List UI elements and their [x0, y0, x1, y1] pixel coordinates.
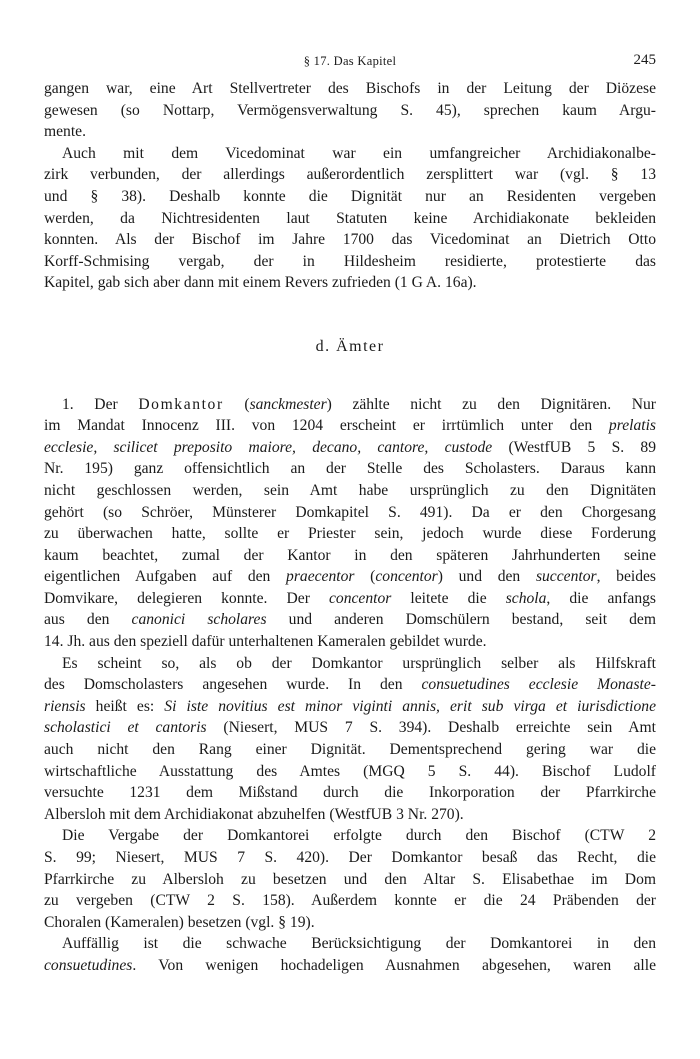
text-run: ( — [354, 568, 376, 586]
running-title: § 17. Das Kapitel — [303, 54, 397, 68]
text-line: 14. Jh. aus den speziell dafür unterhaltenen Kameralen gebildet wurde. — [44, 633, 487, 651]
text-run: aus den — [44, 611, 132, 629]
text-run: Domvikare, delegieren konnte. Der — [44, 589, 329, 607]
paragraph-5 — [44, 825, 656, 933]
paragraph-3 — [44, 394, 656, 653]
paragraph-1 — [44, 78, 656, 143]
text-line: Pfarrkirche zu Albersloh zu besetzen und den Altar S. Elisabethae im Dom — [44, 870, 656, 888]
text-run: und anderen Domschülern bestand, seit dem — [266, 611, 656, 629]
text-line: auch nicht den Rang einer Dignität. Dementsprechend gering war die — [44, 741, 656, 759]
text-run: . Von wenigen hochadeligen Ausnahmen abgesehen, waren alle — [132, 956, 656, 974]
text-line: nicht geschlossen werden, sein Amt habe ursprünglich zu den Dignitäten — [44, 481, 656, 499]
text-line — [44, 415, 656, 437]
latin-term: prelatis — [608, 417, 656, 435]
text-run: , die anfangs — [546, 589, 657, 607]
text-line — [44, 955, 656, 977]
text-line: Kapitel, gab sich aber dann mit einem Revers zufrieden (1 G A. 16a). — [44, 274, 477, 292]
text-line — [44, 566, 656, 588]
text-line: Choralen (Kameralen) besetzen (vgl. § 19). — [44, 913, 315, 931]
text-line: Auffällig ist die schwache Berücksichtigung der Domkantorei in den — [62, 935, 656, 953]
text-line: versuchte 1231 dem Mißstand durch die Inkorporation der Pfarrkirche — [44, 784, 656, 802]
latin-term: succentor — [535, 568, 597, 586]
latin-term: concentor — [328, 589, 392, 607]
paragraph-4 — [44, 653, 656, 826]
text-line: Es scheint so, als ob der Domkantor ursprünglich selber als Hilfskraft — [62, 654, 656, 672]
text-run: heißt es: — [85, 697, 165, 715]
paragraph-2 — [44, 143, 656, 294]
text-line — [44, 437, 656, 459]
latin-term: ecclesie, scilicet preposito maiore, decano, cantore, custode — [44, 438, 493, 456]
spaced-term: Domkantor — [138, 395, 224, 413]
latin-term: consuetudines ecclesie Monaste- — [421, 676, 656, 694]
text-run: (Niesert, MUS 7 S. 394). Deshalb erreichte sein Amt — [206, 719, 656, 737]
text-run: ) und den — [437, 568, 536, 586]
text-line: kaum beachtet, zumal der Kantor in den späteren Jahrhunderten seine — [44, 546, 656, 564]
text-run: (WestfUB 5 S. 89 — [492, 438, 656, 456]
text-line — [44, 696, 656, 718]
latin-term: riensis — [44, 697, 86, 715]
text-line: gangen war, eine Art Stellvertreter des Bischofs in der Leitung der Diözese — [44, 80, 656, 97]
latin-term: canonici scholares — [131, 611, 267, 629]
latin-quote: Si iste novitius est minor viginti annis, erit sub virga et iurisdictione — [164, 697, 656, 715]
latin-term: schola — [505, 589, 547, 607]
text-run: ) zählte nicht zu den Dignitären. Nur — [326, 395, 656, 413]
text-line: Auch mit dem Vicedominat war ein umfangreicher Archidiakonalbe- — [62, 144, 656, 162]
text-line — [44, 674, 656, 696]
text-run: leitete die — [391, 589, 506, 607]
text-line: mente. — [44, 123, 86, 141]
latin-term: consuetudines — [44, 956, 133, 974]
latin-quote: scholastici et cantoris — [44, 719, 207, 737]
text-run: , beides — [596, 568, 656, 586]
text-line: Nr. 195) ganz offensichtlich an der Stelle des Scholasters. Daraus kann — [44, 460, 656, 478]
text-line: zu vergeben (CTW 2 S. 158). Außerdem konnte er die 24 Präbenden der — [44, 892, 656, 910]
text-line: werden, da Nichtresidenten laut Statuten keine Archidiakonate bekleiden — [44, 209, 656, 227]
paragraph-6 — [44, 933, 656, 976]
text-line: Korff-Schmising vergab, der in Hildesheim residierte, protestierte das — [44, 252, 656, 270]
text-run: eigentlichen Aufgaben auf den — [44, 568, 287, 586]
body-text — [44, 78, 656, 977]
text-line — [44, 394, 656, 416]
text-line: wirtschaftliche Ausstattung des Amtes (MGQ 5 S. 44). Bischof Ludolf — [44, 762, 656, 780]
text-run: ( — [223, 395, 250, 413]
text-run: 1. Der — [62, 395, 139, 413]
page-number: 245 — [633, 52, 656, 68]
text-line — [44, 609, 656, 631]
page-header — [44, 54, 656, 74]
text-run: des Domscholasters angesehen wurde. In den — [44, 676, 422, 694]
text-line — [44, 717, 656, 739]
text-line — [44, 588, 656, 610]
section-heading: d. Ämter — [315, 337, 385, 355]
latin-term: praecentor — [286, 568, 355, 586]
text-line: gewesen (so Nottarp, Vermögensverwaltung S. 45), sprechen kaum Argu- — [44, 101, 656, 119]
text-line: gehört (so Schröer, Münsterer Domkapitel S. 491). Da er den Chorgesang — [44, 503, 656, 521]
text-line: S. 99; Niesert, MUS 7 S. 420). Der Domkantor besaß das Recht, die — [44, 849, 656, 866]
latin-term: concentor — [375, 568, 438, 586]
text-line: konnten. Als der Bischof im Jahre 1700 das Vicedominat an Dietrich Otto — [44, 231, 656, 249]
text-line: und § 38). Deshalb konnte die Dignität nur an Residenten vergeben — [44, 187, 656, 205]
text-line: zu überwachen hatte, sollte er Priester sein, jedoch wurde diese Forderung — [44, 525, 656, 543]
text-line: Die Vergabe der Domkantorei erfolgte durch den Bischof (CTW 2 — [62, 827, 656, 845]
text-line: zirk verbunden, der allerdings außerordentlich zersplittert war (vgl. § 13 — [44, 166, 656, 184]
text-run: im Mandat Innocenz III. von 1204 erscheint er irrtümlich unter den — [44, 417, 609, 435]
text-line: Albersloh mit dem Archidiakonat abzuhelfen (WestfUB 3 Nr. 270). — [44, 805, 464, 823]
latin-term: sanckmester — [249, 395, 327, 413]
